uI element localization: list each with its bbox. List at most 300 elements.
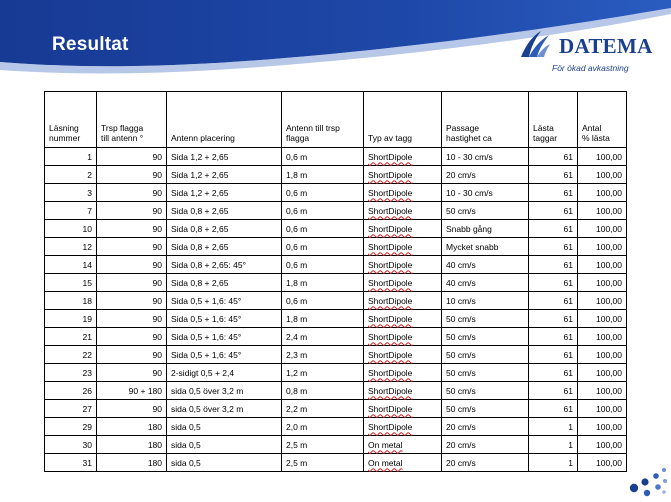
table-cell-tags-read (529, 274, 578, 292)
column-header-flag-angle (97, 92, 167, 148)
table-cell-percent-read (578, 346, 627, 364)
table-cell-antenna-placement (167, 364, 282, 382)
cell-text: 1 (568, 457, 573, 468)
cell-text: 1 (568, 421, 573, 432)
table-cell-flag-angle (97, 436, 167, 454)
table-cell-reading-number (45, 364, 97, 382)
table-cell-passage-speed (442, 292, 529, 310)
table-cell-antenna-placement (167, 436, 282, 454)
column-header-reading-number (45, 92, 97, 148)
cell-text: sida 0,5 (171, 457, 201, 468)
table-cell-reading-number (45, 436, 97, 454)
cell-text: 20 cm/s (446, 439, 476, 450)
table-cell-tags-read (529, 166, 578, 184)
cell-text: ShortDipole (368, 421, 413, 432)
cell-text: 90 + 180 (128, 385, 162, 396)
table-cell-passage-speed (442, 238, 529, 256)
table-row (45, 364, 627, 382)
table-cell-antenna-distance (282, 382, 364, 400)
cell-text: 100,00 (596, 259, 622, 270)
table-header-row (45, 92, 627, 148)
table-row (45, 238, 627, 256)
cell-text: Snabb gång (446, 223, 492, 234)
table-cell-antenna-distance (282, 418, 364, 436)
table-cell-antenna-placement (167, 346, 282, 364)
table-cell-passage-speed (442, 346, 529, 364)
table-cell-flag-angle (97, 238, 167, 256)
table-cell-flag-angle (97, 328, 167, 346)
table-cell-antenna-distance (282, 310, 364, 328)
table-cell-antenna-distance (282, 148, 364, 166)
cell-text: 22 (82, 349, 92, 360)
cell-text: sida 0,5 (171, 421, 201, 432)
cell-text: 61 (563, 187, 573, 198)
cell-text: Mycket snabb (446, 241, 499, 252)
table-cell-tags-read (529, 220, 578, 238)
table-cell-tags-read (529, 148, 578, 166)
table-row (45, 400, 627, 418)
cell-text: 1 (568, 439, 573, 450)
table-cell-tags-read (529, 256, 578, 274)
table-cell-reading-number (45, 382, 97, 400)
table-cell-percent-read (578, 184, 627, 202)
table-cell-flag-angle (97, 202, 167, 220)
cell-text: 1,8 m (286, 277, 308, 288)
table-cell-tag-type (364, 274, 442, 292)
cell-text: 180 (147, 421, 162, 432)
cell-text: ShortDipole (368, 241, 413, 252)
table-cell-tag-type (364, 364, 442, 382)
table-cell-tag-type (364, 256, 442, 274)
table-cell-tag-type (364, 202, 442, 220)
table-row (45, 418, 627, 436)
column-header-line: Typ av tagg (368, 133, 412, 143)
cell-text: ShortDipole (368, 349, 413, 360)
cell-text: sida 0,5 över 3,2 m (171, 385, 244, 396)
table-cell-antenna-distance (282, 346, 364, 364)
cell-text: Sida 1,2 + 2,65 (171, 169, 229, 180)
table-cell-antenna-placement (167, 292, 282, 310)
cell-text: 30 (82, 439, 92, 450)
table-cell-flag-angle (97, 220, 167, 238)
cell-text: 180 (147, 457, 162, 468)
column-header-tag-type (364, 92, 442, 148)
table-cell-reading-number (45, 184, 97, 202)
cell-text: 0,6 m (286, 151, 308, 162)
cell-text: Sida 0,8 + 2,65: 45° (171, 259, 246, 270)
cell-text: 61 (563, 205, 573, 216)
cell-text: 100,00 (596, 169, 622, 180)
table-cell-reading-number (45, 418, 97, 436)
table-cell-passage-speed (442, 220, 529, 238)
cell-text: ShortDipole (368, 223, 413, 234)
cell-text: 0,6 m (286, 223, 308, 234)
cell-text: 1,8 m (286, 169, 308, 180)
table-cell-tags-read (529, 292, 578, 310)
cell-text: 2,2 m (286, 403, 308, 414)
cell-text: 1 (87, 151, 92, 162)
cell-text: 90 (152, 295, 162, 306)
cell-text: ShortDipole (368, 403, 413, 414)
column-header-line: Passage (446, 123, 480, 133)
table-cell-tags-read (529, 400, 578, 418)
cell-text: ShortDipole (368, 259, 413, 270)
table-cell-antenna-distance (282, 256, 364, 274)
cell-text: 100,00 (596, 295, 622, 306)
cell-text: 90 (152, 205, 162, 216)
cell-text: 23 (82, 367, 92, 378)
table-cell-tag-type (364, 382, 442, 400)
table-cell-tags-read (529, 454, 578, 472)
column-header-line: Trsp flagga (101, 123, 144, 133)
table-cell-tags-read (529, 418, 578, 436)
cell-text: 50 cm/s (446, 403, 476, 414)
table-cell-flag-angle (97, 364, 167, 382)
table-cell-antenna-placement (167, 202, 282, 220)
cell-text: Sida 0,8 + 2,65 (171, 223, 229, 234)
column-header-tags-read (529, 92, 578, 148)
table-cell-antenna-placement (167, 166, 282, 184)
table-cell-reading-number (45, 148, 97, 166)
table-cell-antenna-placement (167, 148, 282, 166)
datema-logo (519, 29, 653, 61)
table-cell-antenna-distance (282, 436, 364, 454)
cell-text: 1,8 m (286, 313, 308, 324)
table-cell-antenna-distance (282, 274, 364, 292)
table-cell-tag-type (364, 436, 442, 454)
table-cell-percent-read (578, 382, 627, 400)
table-cell-passage-speed (442, 274, 529, 292)
table-row (45, 454, 627, 472)
cell-text: 0,6 m (286, 295, 308, 306)
table-cell-antenna-placement (167, 256, 282, 274)
cell-text: ShortDipole (368, 151, 413, 162)
table-cell-percent-read (578, 454, 627, 472)
cell-text: 2,5 m (286, 457, 308, 468)
cell-text: 61 (563, 313, 573, 324)
table-cell-percent-read (578, 292, 627, 310)
results-table (44, 91, 627, 472)
table-row (45, 310, 627, 328)
cell-text: Sida 1,2 + 2,65 (171, 187, 229, 198)
table-cell-passage-speed (442, 310, 529, 328)
column-header-line: Antal (582, 123, 602, 133)
cell-text: 100,00 (596, 457, 622, 468)
table-cell-percent-read (578, 166, 627, 184)
cell-text: 26 (82, 385, 92, 396)
table-cell-antenna-distance (282, 220, 364, 238)
table-cell-antenna-placement (167, 310, 282, 328)
cell-text: 61 (563, 169, 573, 180)
table-cell-tag-type (364, 346, 442, 364)
table-cell-passage-speed (442, 382, 529, 400)
table-row (45, 436, 627, 454)
table-cell-reading-number (45, 220, 97, 238)
table-cell-passage-speed (442, 166, 529, 184)
table-row (45, 382, 627, 400)
cell-text: 100,00 (596, 187, 622, 198)
cell-text: 2,3 m (286, 349, 308, 360)
cell-text: 100,00 (596, 331, 622, 342)
cell-text: 50 cm/s (446, 385, 476, 396)
cell-text: 10 (82, 223, 92, 234)
table-cell-reading-number (45, 400, 97, 418)
cell-text: ShortDipole (368, 205, 413, 216)
cell-text: 10 cm/s (446, 295, 476, 306)
table-cell-flag-angle (97, 166, 167, 184)
cell-text: 61 (563, 295, 573, 306)
table-cell-percent-read (578, 202, 627, 220)
table-cell-tag-type (364, 310, 442, 328)
table-cell-reading-number (45, 454, 97, 472)
cell-text: 2,5 m (286, 439, 308, 450)
cell-text: 31 (82, 457, 92, 468)
cell-text: 3 (87, 187, 92, 198)
cell-text: 61 (563, 349, 573, 360)
column-header-line: Antenn placering (171, 133, 235, 143)
cell-text: 21 (82, 331, 92, 342)
cell-text: 0,6 m (286, 187, 308, 198)
column-header-line: till antenn ° (101, 133, 144, 143)
cell-text: 180 (147, 439, 162, 450)
table-cell-tag-type (364, 184, 442, 202)
cell-text: Sida 0,5 + 1,6: 45° (171, 331, 242, 342)
cell-text: sida 0,5 över 3,2 m (171, 403, 244, 414)
table-cell-percent-read (578, 148, 627, 166)
cell-text: 61 (563, 403, 573, 414)
table-cell-antenna-placement (167, 184, 282, 202)
table-cell-percent-read (578, 436, 627, 454)
column-header-passage-speed (442, 92, 529, 148)
table-cell-reading-number (45, 274, 97, 292)
table-cell-reading-number (45, 328, 97, 346)
table-cell-percent-read (578, 418, 627, 436)
brand-name: DATEMA (559, 34, 653, 58)
table-cell-antenna-distance (282, 166, 364, 184)
table-cell-antenna-distance (282, 328, 364, 346)
table-cell-antenna-distance (282, 364, 364, 382)
cell-text: 29 (82, 421, 92, 432)
cell-text: 1,2 m (286, 367, 308, 378)
column-header-line: nummer (49, 133, 81, 143)
cell-text: ShortDipole (368, 187, 413, 198)
cell-text: Sida 0,8 + 2,65 (171, 205, 229, 216)
cell-text: 20 cm/s (446, 457, 476, 468)
cell-text: 100,00 (596, 151, 622, 162)
column-header-line (368, 123, 437, 133)
table-cell-antenna-distance (282, 454, 364, 472)
cell-text: 100,00 (596, 403, 622, 414)
table-cell-percent-read (578, 220, 627, 238)
cell-text: 0,6 m (286, 241, 308, 252)
table-cell-tag-type (364, 328, 442, 346)
cell-text: 61 (563, 223, 573, 234)
table-row (45, 166, 627, 184)
cell-text: 2,4 m (286, 331, 308, 342)
table-cell-flag-angle (97, 382, 167, 400)
table-cell-tag-type (364, 400, 442, 418)
brand-tagline: För ökad avkastning (552, 63, 629, 73)
table-row (45, 274, 627, 292)
slide-title: Resultat (52, 34, 129, 55)
table-cell-passage-speed (442, 454, 529, 472)
table-cell-percent-read (578, 400, 627, 418)
column-header-line: Antenn till trsp (286, 123, 340, 133)
table-cell-flag-angle (97, 310, 167, 328)
cell-text: 100,00 (596, 439, 622, 450)
cell-text: 61 (563, 277, 573, 288)
table-cell-antenna-placement (167, 418, 282, 436)
table-cell-tags-read (529, 184, 578, 202)
table-cell-antenna-distance (282, 184, 364, 202)
decorative-dots (628, 462, 668, 498)
table-cell-tags-read (529, 364, 578, 382)
table-cell-antenna-placement (167, 328, 282, 346)
cell-text: Sida 0,5 + 1,6: 45° (171, 349, 242, 360)
cell-text: 100,00 (596, 349, 622, 360)
cell-text: 61 (563, 151, 573, 162)
table-cell-tag-type (364, 166, 442, 184)
column-header-line: taggar (533, 133, 558, 143)
table-cell-tags-read (529, 382, 578, 400)
table-cell-percent-read (578, 238, 627, 256)
cell-text: 100,00 (596, 205, 622, 216)
table-cell-antenna-placement (167, 400, 282, 418)
table-cell-passage-speed (442, 328, 529, 346)
table-cell-tag-type (364, 454, 442, 472)
table-cell-reading-number (45, 310, 97, 328)
table-cell-flag-angle (97, 274, 167, 292)
table-cell-tag-type (364, 220, 442, 238)
cell-text: ShortDipole (368, 295, 413, 306)
cell-text: On metal (368, 439, 403, 450)
cell-text: 18 (82, 295, 92, 306)
table-cell-antenna-placement (167, 382, 282, 400)
cell-text: 90 (152, 151, 162, 162)
table-cell-tag-type (364, 148, 442, 166)
cell-text: 40 cm/s (446, 277, 476, 288)
table-row (45, 220, 627, 238)
table-cell-reading-number (45, 292, 97, 310)
cell-text: On metal (368, 457, 403, 468)
table-cell-flag-angle (97, 148, 167, 166)
table-cell-tag-type (364, 238, 442, 256)
table-cell-antenna-distance (282, 400, 364, 418)
table-cell-tags-read (529, 436, 578, 454)
cell-text: 0,6 m (286, 205, 308, 216)
table-cell-antenna-placement (167, 454, 282, 472)
table-cell-passage-speed (442, 184, 529, 202)
cell-text: 50 cm/s (446, 313, 476, 324)
cell-text: 90 (152, 187, 162, 198)
table-cell-tags-read (529, 346, 578, 364)
table-cell-tags-read (529, 202, 578, 220)
cell-text: ShortDipole (368, 313, 413, 324)
table-cell-flag-angle (97, 346, 167, 364)
table-cell-antenna-distance (282, 202, 364, 220)
cell-text: 27 (82, 403, 92, 414)
cell-text: ShortDipole (368, 367, 413, 378)
table-cell-flag-angle (97, 454, 167, 472)
table-cell-tag-type (364, 418, 442, 436)
cell-text: 2-sidigt 0,5 + 2,4 (171, 367, 235, 378)
column-header-line: hastighet ca (446, 133, 492, 143)
table-cell-percent-read (578, 310, 627, 328)
cell-text: Sida 1,2 + 2,65 (171, 151, 229, 162)
table-cell-tags-read (529, 238, 578, 256)
cell-text: 50 cm/s (446, 331, 476, 342)
cell-text: 100,00 (596, 277, 622, 288)
table-cell-reading-number (45, 166, 97, 184)
cell-text: 61 (563, 367, 573, 378)
cell-text: 10 - 30 cm/s (446, 187, 493, 198)
cell-text: ShortDipole (368, 331, 413, 342)
cell-text: 50 cm/s (446, 367, 476, 378)
cell-text: 100,00 (596, 241, 622, 252)
cell-text: 90 (152, 403, 162, 414)
cell-text: 19 (82, 313, 92, 324)
cell-text: ShortDipole (368, 277, 413, 288)
table-cell-passage-speed (442, 364, 529, 382)
table-cell-tag-type (364, 292, 442, 310)
table-cell-percent-read (578, 256, 627, 274)
table-row (45, 328, 627, 346)
cell-text: 90 (152, 259, 162, 270)
table-row (45, 292, 627, 310)
cell-text: sida 0,5 (171, 439, 201, 450)
table-cell-tags-read (529, 310, 578, 328)
cell-text: ShortDipole (368, 169, 413, 180)
cell-text: 0,8 m (286, 385, 308, 396)
cell-text: 90 (152, 277, 162, 288)
table-cell-flag-angle (97, 292, 167, 310)
column-header-antenna-placement (167, 92, 282, 148)
cell-text: 61 (563, 331, 573, 342)
table-cell-flag-angle (97, 184, 167, 202)
table-cell-antenna-distance (282, 238, 364, 256)
cell-text: 90 (152, 367, 162, 378)
cell-text: 90 (152, 313, 162, 324)
table-cell-passage-speed (442, 436, 529, 454)
cell-text: 15 (82, 277, 92, 288)
cell-text: 12 (82, 241, 92, 252)
cell-text: 100,00 (596, 367, 622, 378)
column-header-line: % lästa (582, 133, 610, 143)
table-cell-passage-speed (442, 418, 529, 436)
table-cell-reading-number (45, 346, 97, 364)
cell-text: 61 (563, 259, 573, 270)
table-cell-passage-speed (442, 256, 529, 274)
table-cell-flag-angle (97, 256, 167, 274)
table-cell-percent-read (578, 364, 627, 382)
cell-text: 20 cm/s (446, 421, 476, 432)
cell-text: 2 (87, 169, 92, 180)
cell-text: Sida 0,5 + 1,6: 45° (171, 313, 242, 324)
column-header-line: flagga (286, 133, 310, 143)
table-row (45, 346, 627, 364)
table-body (45, 148, 627, 472)
table-cell-antenna-distance (282, 292, 364, 310)
cell-text: 61 (563, 241, 573, 252)
table-cell-percent-read (578, 328, 627, 346)
column-header-antenna-distance (282, 92, 364, 148)
table-row (45, 256, 627, 274)
cell-text: 40 cm/s (446, 259, 476, 270)
cell-text: 100,00 (596, 385, 622, 396)
cell-text: 0,6 m (286, 259, 308, 270)
cell-text: 50 cm/s (446, 205, 476, 216)
cell-text: Sida 0,8 + 2,65 (171, 241, 229, 252)
